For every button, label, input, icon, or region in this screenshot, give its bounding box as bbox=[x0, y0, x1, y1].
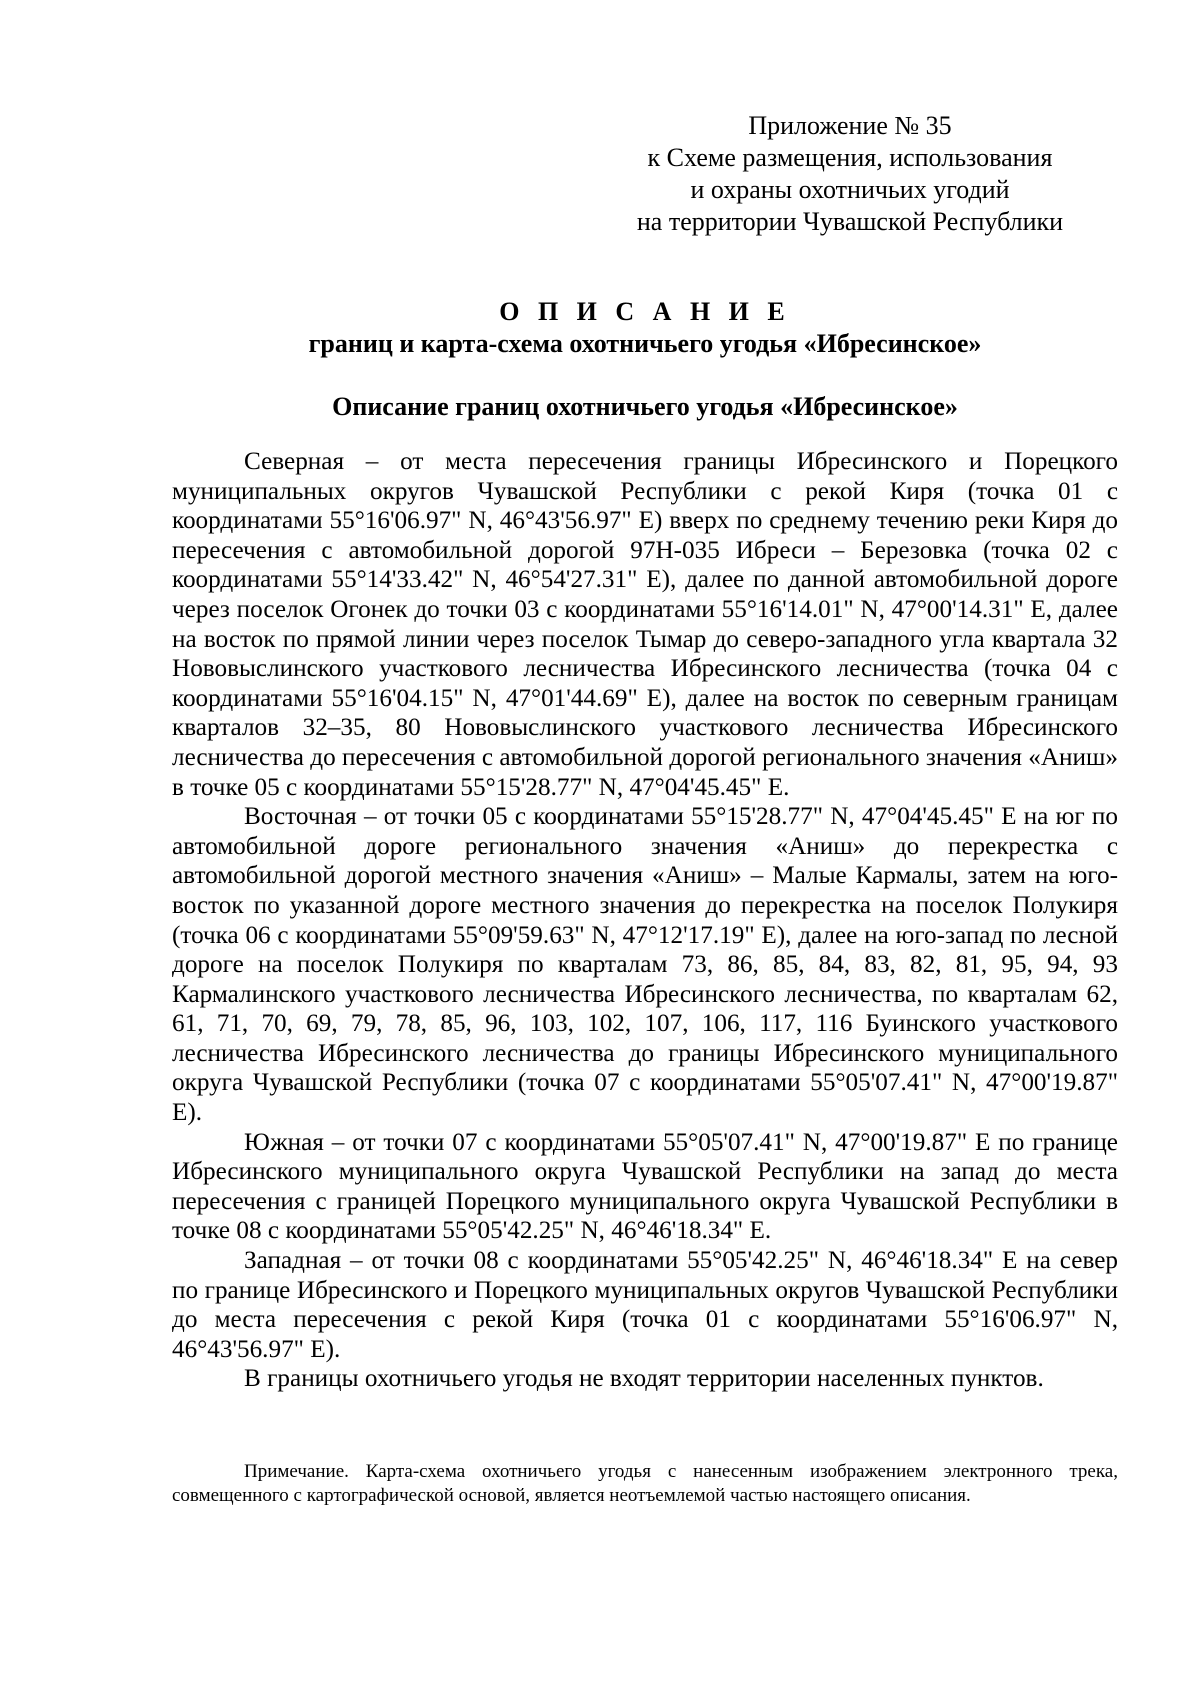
document-title: О П И С А Н И Е bbox=[499, 297, 791, 326]
appendix-line-4: на территории Чувашской Республики bbox=[636, 207, 1064, 236]
document-subtitle: границ и карта-схема охотничьего угодья «Ибресинское» bbox=[308, 329, 982, 358]
paragraph-exclusion: В границы охотничьего угодья не входят территории населенных пунктов. bbox=[244, 1365, 1044, 1393]
footnote: Примечание. Карта-схема охотничьего угодья с нанесенным изображением электронного трека, совмещенного с картографической основой, является неотъемлемой частью настоящего описания. bbox=[172, 1461, 1118, 1506]
section-title: Описание границ охотничьего угодья «Ибресинское» bbox=[332, 392, 958, 421]
boundary-description bbox=[172, 447, 1118, 1394]
paragraph-east: Восточная – от точки 05 с координатами 55°15'28.77" N, 47°04'45.45" E на юг по автомобильной дороге регионального значения «Аниш» до перекрестка с автомобильной дорогой местного значения «Аниш» – Малые Кармалы, затем на юго-восток по указанной дороге местного значения до перекрестка на поселок Полукиря (точка 06 с координатами 55°09'59.63" N, 47°12'17.19" E), далее на юго-запад по лесной дороге на поселок Полукиря по кварталам 73, 86, 85, 84, 83, 82, 81, 95, 94, 93 Кармалинского участкового лесничества Ибресинского лесничества, по кварталам 62, 61, 71, 70, 69, 79, 78, 85, 96, 103, 102, 107, 106, 117, 116 Буинского участкового лесничества Ибресинского лесничества до границы Ибресинского муниципального округа Чувашской Республики (точка 07 с координатами 55°05'07.41" N, 47°00'19.87" E). bbox=[172, 803, 1118, 1127]
appendix-number: Приложение № 35 bbox=[748, 111, 952, 140]
appendix-block bbox=[610, 110, 1090, 238]
paragraph-north: Северная – от места пересечения границы Ибресинского и Порецкого муниципальных округов Чувашской Республики с рекой Киря (точка 01 с координатами 55°16'06.97" N, 46°43'56.97" E) вверх по среднему течению реки Киря до пересечения с автомобильной дорогой 97Н-035 Ибреси – Березовка (точка 02 с координатами 55°14'33.42" N, 46°54'27.31" E), далее по данной автомобильной дороге через поселок Огонек до точки 03 с координатами 55°16'14.01" N, 47°00'14.31" E, далее на восток по прямой линии через поселок Тымар до северо-западного угла квартала 32 Нововыслинского участкового лесничества Ибресинского лесничества (точка 04 с координатами 55°16'04.15" N, 47°01'44.69" E), далее на восток по северным границам кварталов 32–35, 80 Нововыслинского участкового лесничества Ибресинского лесничества до пересечения с автомобильной дорогой регионального значения «Аниш» в точке 05 с координатами 55°15'28.77" N, 47°04'45.45" E. bbox=[172, 448, 1118, 801]
paragraph-west: Западная – от точки 08 с координатами 55°05'42.25" N, 46°46'18.34" E на север по границе Ибресинского и Порецкого муниципальных округов Чувашской Республики до места пересечения с рекой Киря (точка 01 с координатами 55°16'06.97" N, 46°43'56.97" E). bbox=[172, 1247, 1118, 1363]
appendix-line-3: и охраны охотничьих угодий bbox=[690, 175, 1010, 204]
appendix-line-2: к Схеме размещения, использования bbox=[647, 143, 1053, 172]
paragraph-south: Южная – от точки 07 с координатами 55°05'07.41" N, 47°00'19.87" E по границе Ибресинского муниципального округа Чувашской Республики на запад до места пересечения с границей Порецкого муниципального округа Чувашской Республики в точке 08 с координатами 55°05'42.25" N, 46°46'18.34" E. bbox=[172, 1128, 1118, 1245]
